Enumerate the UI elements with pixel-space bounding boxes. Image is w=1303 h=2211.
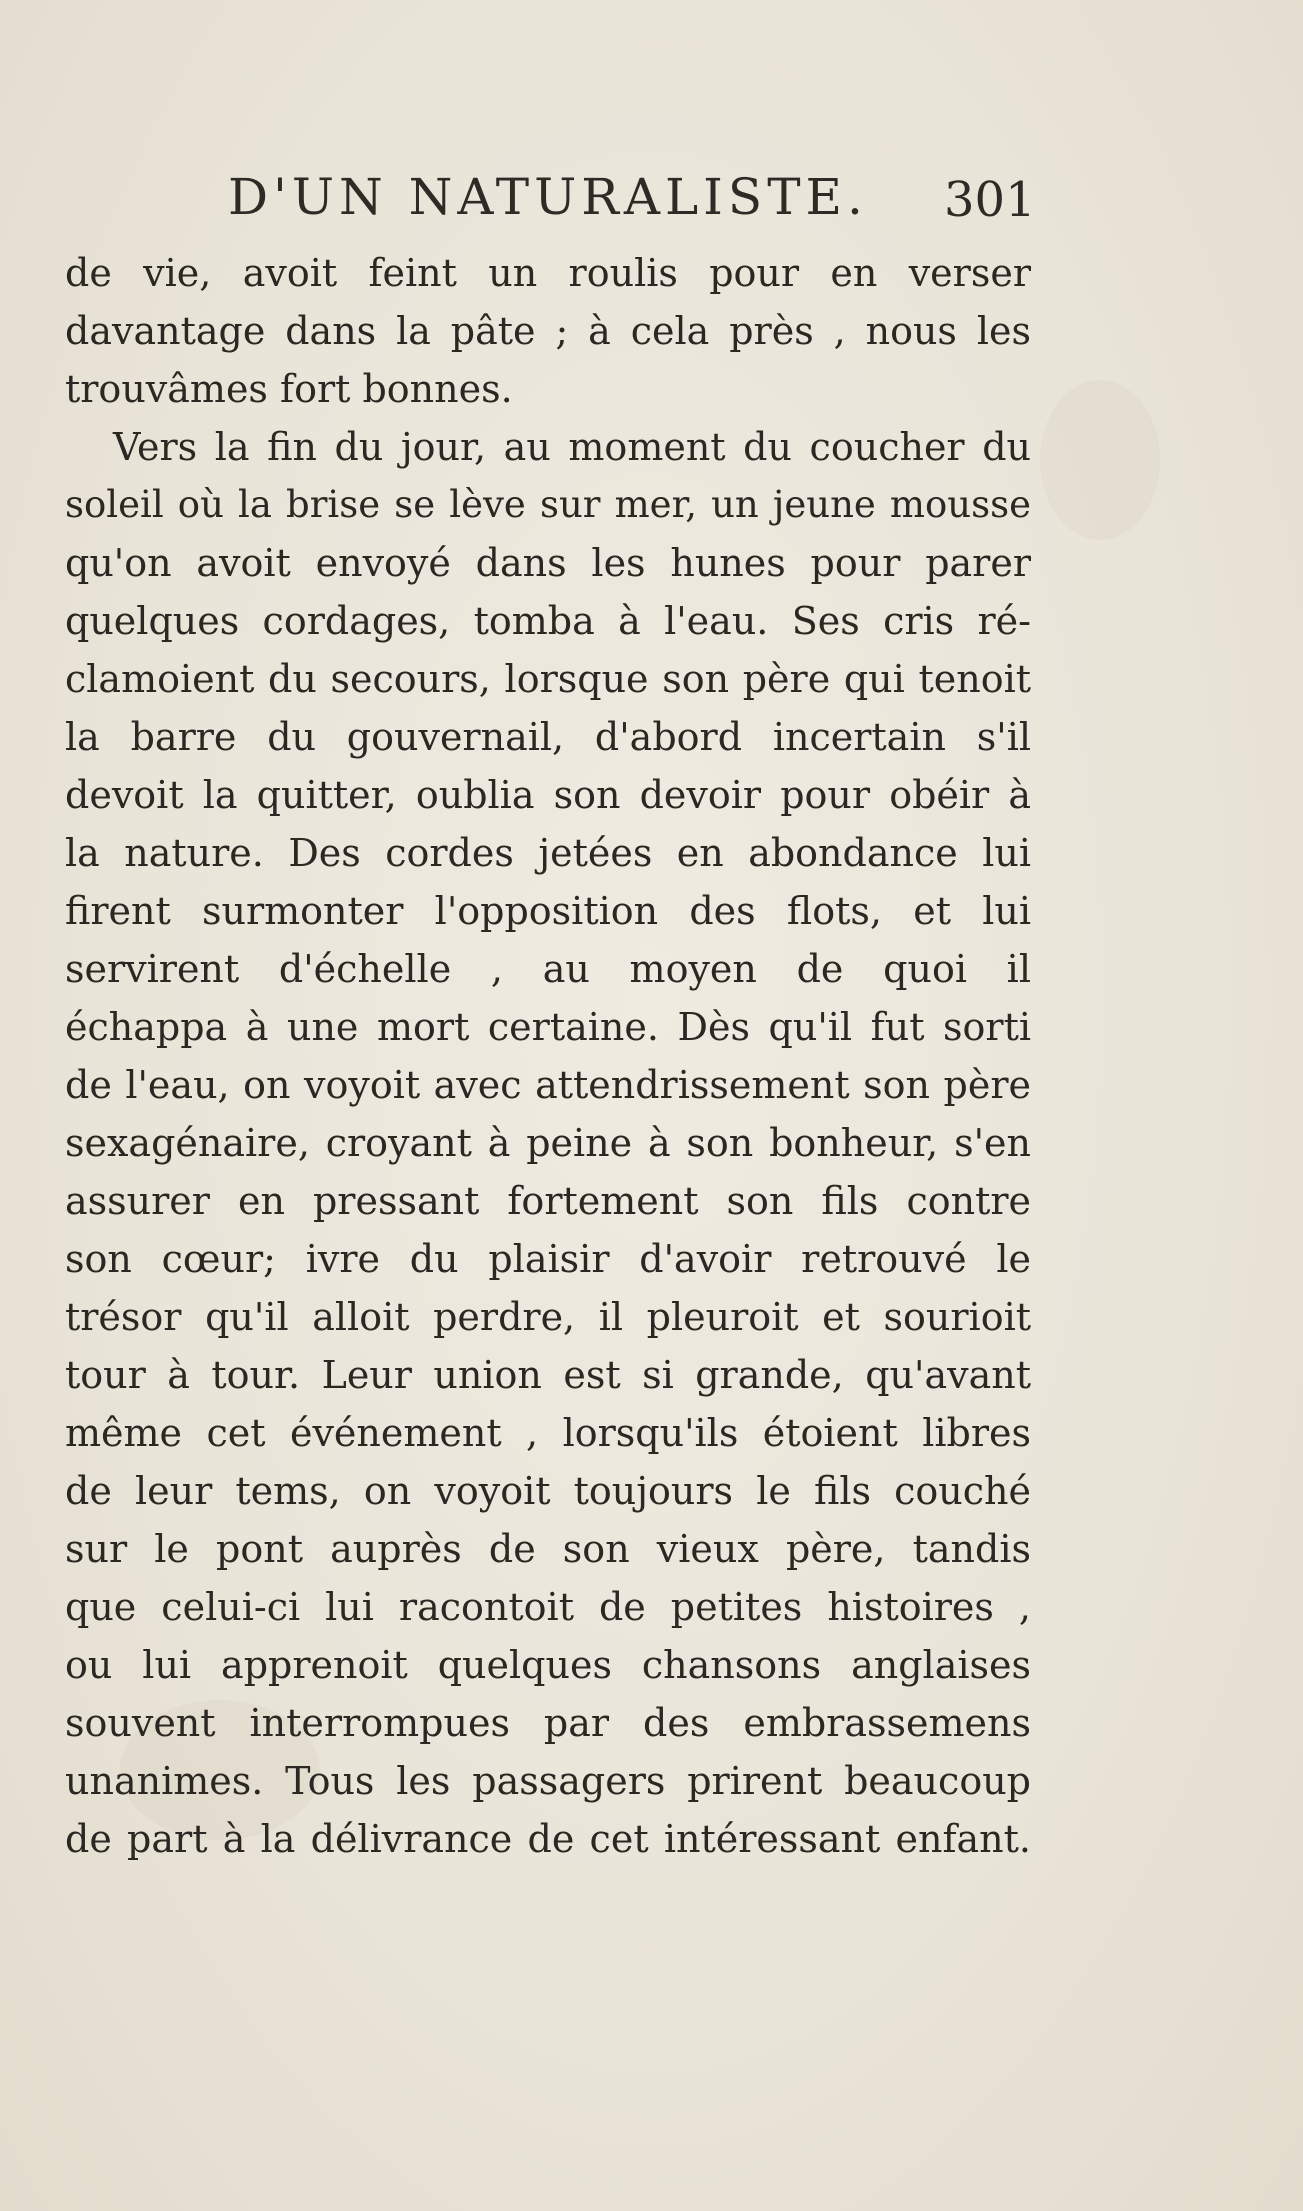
- text-line: de vie, avoit feint un roulis pour en verser: [65, 251, 1031, 295]
- text-line: que celui-ci lui racontoit de petites histoires ,: [65, 1585, 1031, 1629]
- text-line: davantage dans la pâte ; à cela près , nous les: [65, 309, 1031, 353]
- text-line: sur le pont auprès de son vieux père, tandis: [65, 1527, 1031, 1571]
- text-line: firent surmonter l'opposition des flots, et lui: [65, 889, 1031, 933]
- body-text: [65, 244, 1031, 1868]
- running-title: D'UN NATURALISTE.: [228, 168, 868, 226]
- text-line: même cet événement , lorsqu'ils étoient libres: [65, 1411, 1031, 1455]
- text-line: souvent interrompues par des embrassemens: [65, 1701, 1031, 1745]
- text-line: assurer en pressant fortement son fils contre: [65, 1179, 1031, 1223]
- text-line: Vers la fin du jour, au moment du coucher du: [113, 425, 1031, 469]
- text-line: ou lui apprenoit quelques chansons anglaises: [65, 1643, 1031, 1687]
- text-line: unanimes. Tous les passagers prirent beaucoup: [65, 1759, 1031, 1803]
- text-line: la nature. Des cordes jetées en abondance lui: [65, 831, 1031, 875]
- page-number: 301: [944, 172, 1036, 228]
- paper-stain: [1040, 380, 1160, 540]
- text-line: de part à la délivrance de cet intéressant enfant.: [65, 1817, 1031, 1861]
- text-line: de l'eau, on voyoit avec attendrissement son père: [65, 1063, 1031, 1107]
- text-line: trouvâmes fort bonnes.: [65, 367, 513, 411]
- text-line: sexagénaire, croyant à peine à son bonheur, s'en: [65, 1121, 1031, 1165]
- text-line: son cœur; ivre du plaisir d'avoir retrouvé le: [65, 1237, 1031, 1281]
- text-line: trésor qu'il alloit perdre, il pleuroit et sourioit: [65, 1295, 1031, 1339]
- text-line: clamoient du secours, lorsque son père qui tenoit: [65, 657, 1031, 701]
- text-line: servirent d'échelle , au moyen de quoi il: [65, 947, 1031, 991]
- text-line: quelques cordages, tomba à l'eau. Ses cris ré-: [65, 599, 1031, 643]
- page-header: [0, 168, 1303, 238]
- text-line: échappa à une mort certaine. Dès qu'il fut sorti: [65, 1005, 1031, 1049]
- text-line: de leur tems, on voyoit toujours le fils couché: [65, 1469, 1031, 1513]
- text-line: la barre du gouvernail, d'abord incertain s'il: [65, 715, 1031, 759]
- text-line: tour à tour. Leur union est si grande, qu'avant: [65, 1353, 1031, 1397]
- text-line: devoit la quitter, oublia son devoir pour obéir à: [65, 773, 1031, 817]
- text-line: qu'on avoit envoyé dans les hunes pour parer: [65, 541, 1031, 585]
- text-line: soleil où la brise se lève sur mer, un jeune mousse: [65, 483, 1031, 526]
